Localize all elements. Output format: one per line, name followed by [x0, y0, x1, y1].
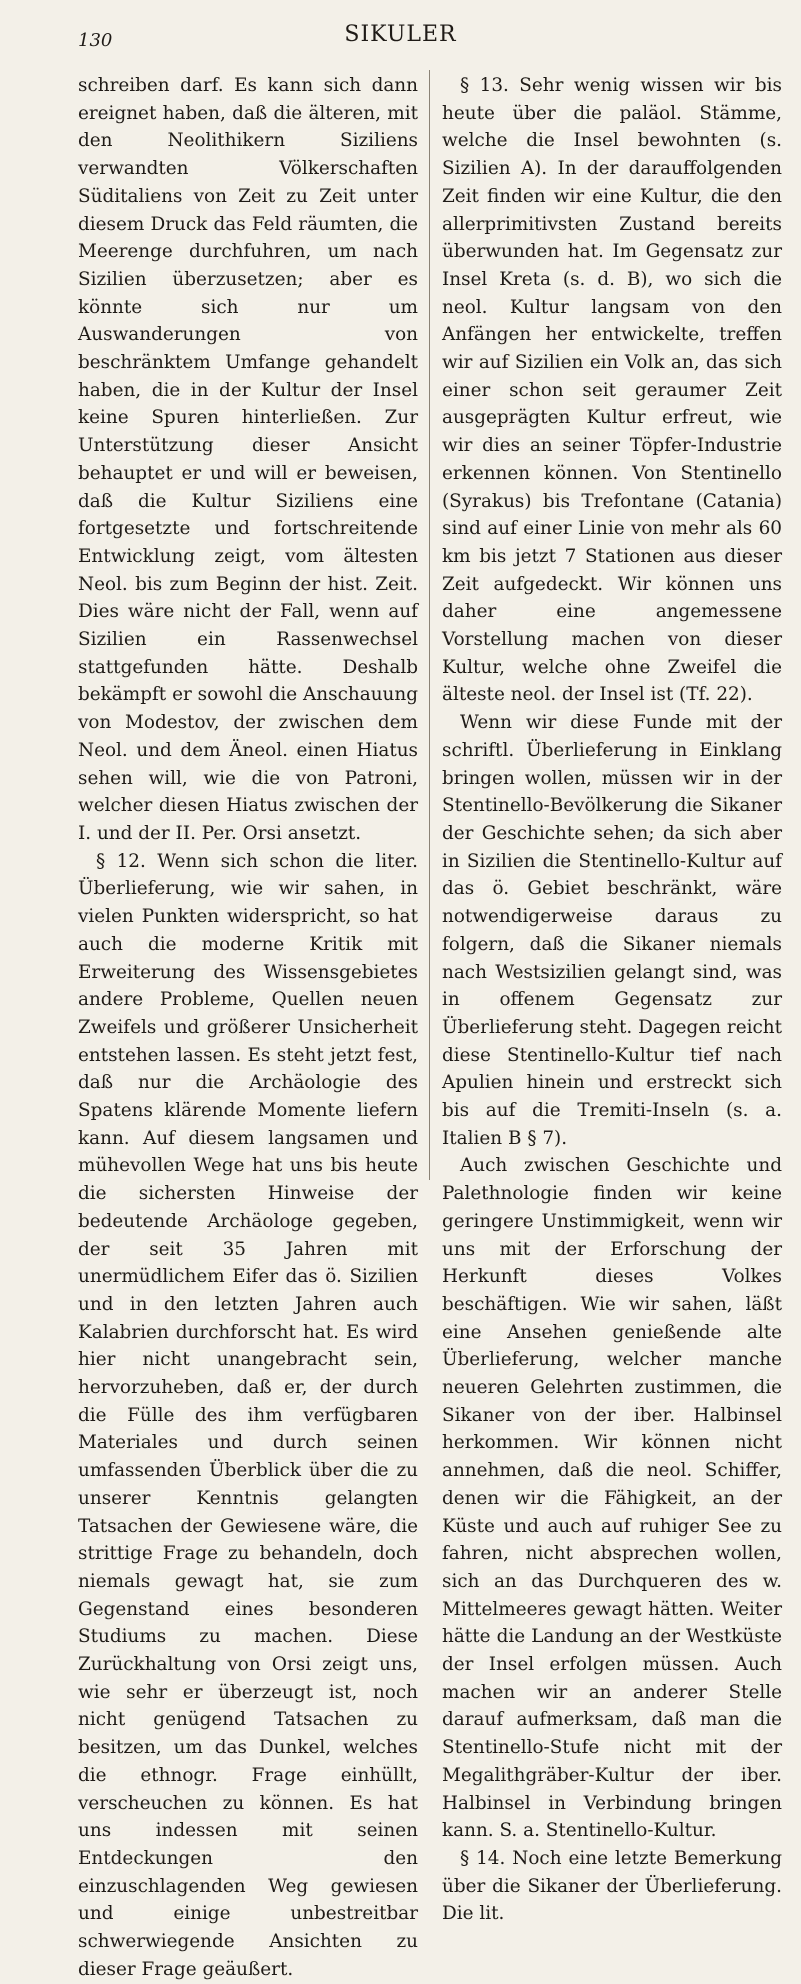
- paragraph: § 14. Noch eine letzte Bemerkung über die Sikaner der Überlieferung. Die lit.: [442, 1848, 782, 1925]
- paragraph: Auch zwischen Geschichte und Palethnologie finden wir keine geringere Unstimmigkeit, wenn wir uns mit der Erforschung der Herkunft dieses Volkes beschäftigen. Wie wir sahen, läßt eine Ansehen genießende alte Überlieferung, welcher manche neueren Gelehrten zustimmen, die Sikaner von der iber. Halbinsel herkommen. Wir können nicht annehmen, daß die neol. Schiffer, denen wir die Fähigkeit, an der Küste und auch auf ruhiger See zu fahren, nicht absprechen wollen, sich an das Durchqueren des w. Mittelmeeres gewagt hätten. Weiter hätte die Landung an der Westküste der Insel erfolgen müssen. Auch machen wir an anderer Stelle darauf aufmerksam, daß man die Stentinello-Stufe nicht mit der Megalithgräber-Kultur der iber. Halbinsel in Verbindung bringen kann. S. a. Stentinello-Kultur.: [442, 1155, 782, 1842]
- running-title: SIKULER: [344, 22, 457, 47]
- column-divider: [429, 70, 430, 1180]
- paragraph: § 12. Wenn sich schon die liter. Überlieferung, wie wir sahen, in vielen Punkten widerspricht, so hat auch die moderne Kritik mit Erweiterung des Wissensgebietes andere Probleme, Quellen neuen Zweifels und größerer Unsicherheit entstehen lassen. Es steht jetzt fest, daß nur die Archäologie des Spatens klärende Momente liefern kann. Auf diesem langsamen und mühevollen Wege hat uns bis heute die sichersten Hinweise der bedeutende Archäologe gegeben, der seit 35 Jahren mit unermüdlichem Eifer das ö. Sizilien und in den letzten Jahren auch Kalabrien durchforscht hat. Es wird hier nicht unangebracht sein, hervorzuheben, daß er, der durch die Fülle des ihm verfügbaren Materiales und durch seinen umfassenden Überblick über die zu unserer Kenntnis gelangten Tatsachen der Gewiesene wäre, die strittige Frage zu behandeln, doch niemals gewagt hat, sie zum Gegenstand eines besonderen Studiums zu machen. Diese Zurückhaltung von Orsi zeigt uns, wie sehr er überzeugt ist, noch nicht genügend Tatsachen zu besitzen, um das Dunkel, welches die ethnogr. Frage einhüllt, verscheuchen zu können. Es hat uns indessen mit seinen Entdeckungen den einzuschlagenden Weg gewiesen und einige unbestreitbar schwerwiegende Ansichten zu dieser Frage geäußert.: [78, 850, 418, 1980]
- paragraph: Wenn wir diese Funde mit der schriftl. Überlieferung in Einklang bringen wollen, müssen wir in der Stentinello-Bevölkerung die Sikaner der Geschichte sehen; da sich aber in Sizilien die Stentinello-Kultur auf das ö. Gebiet beschränkt, wäre notwendigerweise daraus zu folgern, daß die Sikaner niemals nach Westsizilien gelangt sind, was in offenem Gegensatz zur Überlieferung steht. Dagegen reicht diese Stentinello-Kultur tief nach Apulien hinein und erstreckt sich bis auf die Tremiti-Inseln (s. a. Italien B § 7).: [442, 712, 782, 1149]
- page-number: 130: [78, 30, 113, 51]
- paragraph: schreiben darf. Es kann sich dann ereignet haben, daß die älteren, mit den Neolithikern Siziliens verwandten Völkerschaften Süditaliens von Zeit zu Zeit unter diesem Druck das Feld räumten, die Meerenge durchfuhren, um nach Sizilien überzusetzen; aber es könnte sich nur um Auswanderungen von beschränktem Umfange gehandelt haben, die in der Kultur der Insel keine Spuren hinterließen. Zur Unterstützung dieser Ansicht behauptet er und will er beweisen, daß die Kultur Siziliens eine fortgesetzte und fortschreitende Entwicklung zeigt, vom ältesten Neol. bis zum Beginn der hist. Zeit. Dies wäre nicht der Fall, wenn auf Sizilien ein Rassenwechsel stattgefunden hätte. Deshalb bekämpft er sowohl die Anschauung von Modestov, der zwischen dem Neol. und dem Äneol. einen Hiatus sehen will, wie die von Patroni, welcher diesen Hiatus zwischen der I. und der II. Per. Orsi ansetzt.: [78, 75, 418, 844]
- paragraph: § 13. Sehr wenig wissen wir bis heute über die paläol. Stämme, welche die Insel bewohnten (s. Sizilien A). In der darauffolgenden Zeit finden wir eine Kultur, die den allerprimitivsten Zustand bereits überwunden hat. Im Gegensatz zur Insel Kreta (s. d. B), wo sich die neol. Kultur langsam von den Anfängen her entwickelte, treffen wir auf Sizilien ein Volk an, das sich einer schon seit geraumer Zeit ausgeprägten Kultur erfreut, wie wir dies an seiner Töpfer-Industrie erkennen können. Von Stentinello (Syrakus) bis Trefontane (Catania) sind auf einer Linie von mehr als 60 km bis jetzt 7 Stationen aus dieser Zeit aufgedeckt. Wir können uns daher eine angemessene Vorstellung machen von dieser Kultur, welche ohne Zweifel die älteste neol. der Insel ist (Tf. 22).: [442, 75, 782, 706]
- left-column: [78, 72, 418, 1984]
- right-column: [442, 72, 782, 1928]
